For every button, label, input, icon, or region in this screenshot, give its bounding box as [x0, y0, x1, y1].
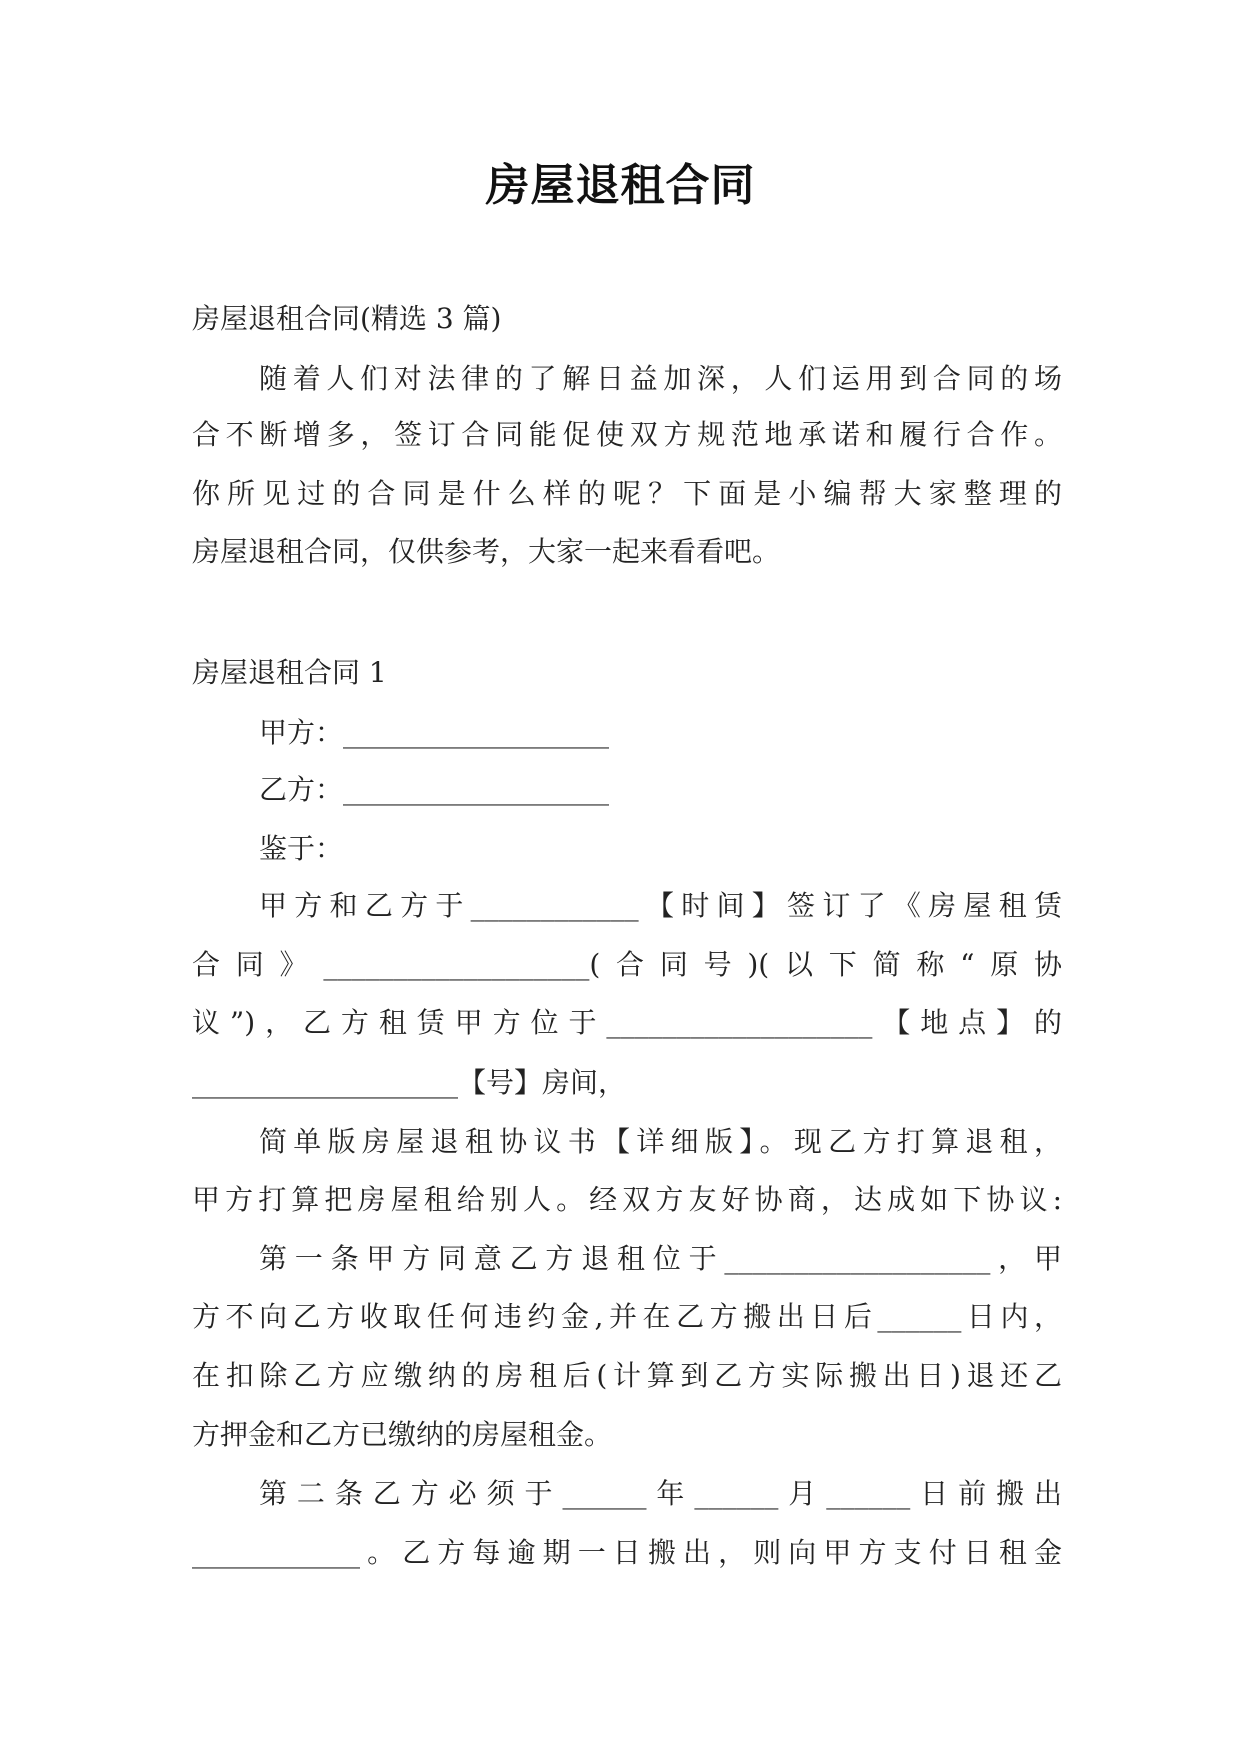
intro-line: 你所见过的合同是什么样的呢？下面是小编帮大家整理的	[192, 477, 1062, 510]
intro-line: 房屋退租合同，仅供参考，大家一起来看看吧。	[192, 535, 781, 568]
agreement-intro-line: 甲方打算把房屋租给别人。经双方友好协商，达成如下协议:	[192, 1183, 1062, 1216]
document-subtitle: 房屋退租合同(精选 3 篇)	[192, 302, 502, 335]
article-2-line: 第二条乙方必须于______年______月______日前搬出	[259, 1477, 1062, 1510]
whereas-clause-line: 甲方和乙方于____________【时间】签订了《房屋租赁	[259, 889, 1062, 922]
article-2-line: ____________。乙方每逾期一日搬出，则向甲方支付日租金	[192, 1536, 1062, 1569]
party-a-line: 甲方：___________________	[259, 716, 610, 749]
article-1-line: 方押金和乙方已缴纳的房屋租金。	[192, 1418, 613, 1451]
article-1-line: 第一条甲方同意乙方退租位于___________________，甲	[259, 1242, 1062, 1275]
party-b-line: 乙方：___________________	[259, 773, 610, 806]
intro-line: 随着人们对法律的了解日益加深，人们运用到合同的场	[259, 362, 1062, 395]
article-1-line: 在扣除乙方应缴纳的房租后(计算到乙方实际搬出日)退还乙	[192, 1359, 1062, 1392]
contract-heading: 房屋退租合同 1	[192, 656, 387, 689]
document-title: 房屋退租合同	[485, 160, 756, 211]
whereas-label: 鉴于：	[259, 832, 344, 865]
agreement-intro-line: 简单版房屋退租协议书【详细版】。现乙方打算退租，	[259, 1125, 1062, 1158]
whereas-clause-line: 议”)，乙方租赁甲方位于___________________【地点】的	[192, 1006, 1062, 1039]
whereas-clause-line: ___________________【号】房间，	[192, 1066, 627, 1099]
article-1-line: 方不向乙方收取任何违约金,并在乙方搬出日后______日内，	[192, 1300, 1062, 1333]
intro-line: 合不断增多，签订合同能促使双方规范地承诺和履行合作。	[192, 418, 1062, 451]
whereas-clause-line: 合同》___________________(合同号)(以下简称“原协	[192, 948, 1062, 981]
